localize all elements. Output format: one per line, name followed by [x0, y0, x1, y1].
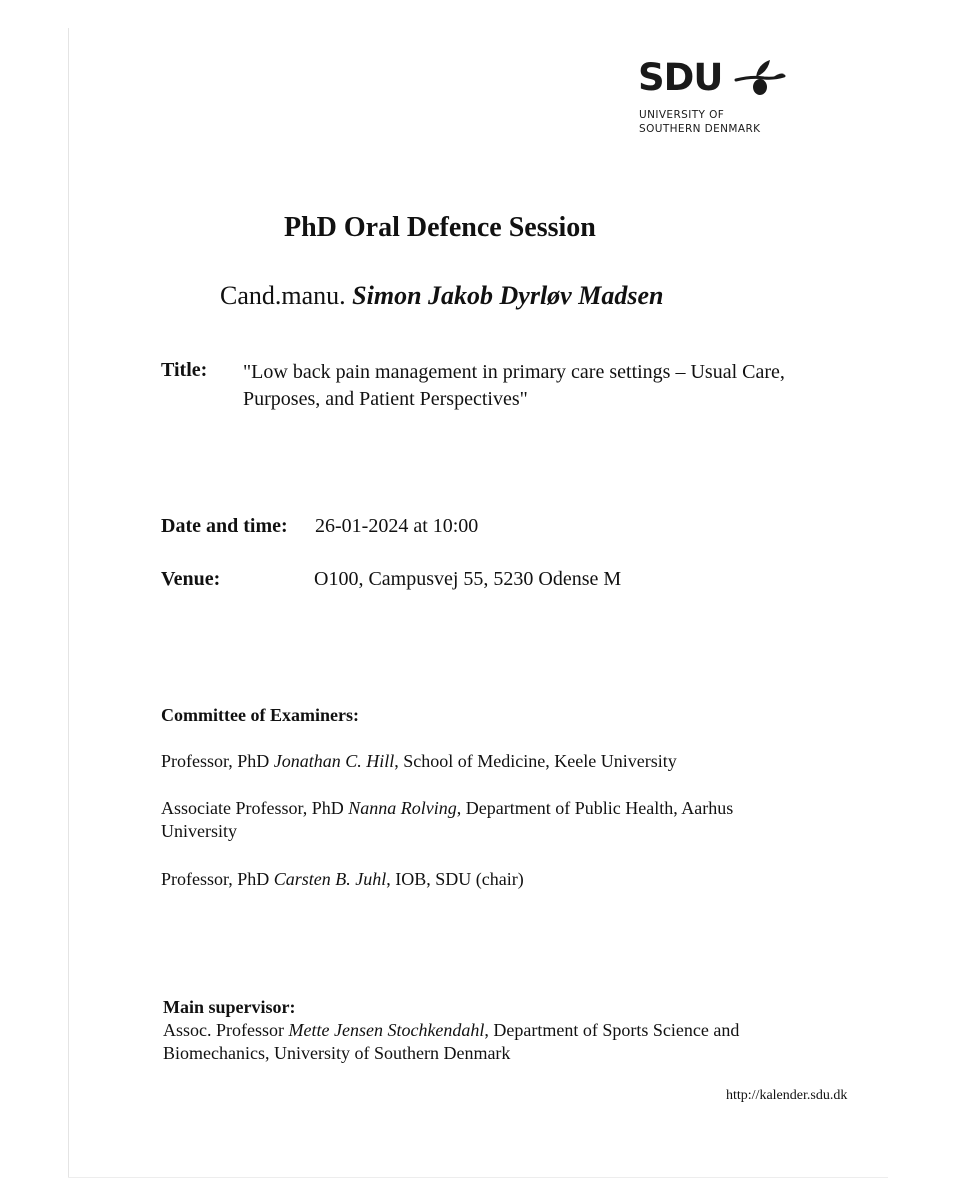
- member-name: Nanna Rolving: [348, 798, 457, 818]
- member-affiliation: , Department of Public Health, Aarhus University: [161, 798, 734, 841]
- date-time-label: Date and time:: [161, 515, 288, 537]
- member-affiliation: , School of Medicine, Keele University: [394, 751, 677, 771]
- committee-member: [161, 797, 801, 843]
- committee-heading: Committee of Examiners:: [161, 705, 359, 725]
- sdu-olive-branch-icon: [734, 58, 786, 98]
- title-label: Title:: [161, 359, 208, 381]
- candidate-prefix: Cand.manu.: [220, 281, 346, 310]
- member-role: Associate Professor, PhD: [161, 798, 344, 818]
- thesis-title: "Low back pain management in primary care settings – Usual Care, Purposes, and Patient Perspectives": [243, 361, 785, 410]
- venue-label: Venue:: [161, 568, 221, 590]
- candidate-line: [220, 281, 663, 311]
- committee-member: [161, 750, 801, 773]
- main-supervisor: [163, 996, 783, 1065]
- page-heading: PhD Oral Defence Session: [284, 212, 596, 243]
- logo-wordmark: SDU: [638, 56, 723, 99]
- supervisor-name: Mette Jensen Stochkendahl: [288, 1020, 485, 1040]
- member-name: Jonathan C. Hill: [273, 751, 395, 771]
- venue-value: O100, Campusvej 55, 5230 Odense M: [314, 568, 622, 590]
- committee-member: [161, 868, 801, 891]
- supervisor-affiliation: , Department of Sports Science and Biomechanics, University of Southern Denmark: [163, 1020, 740, 1063]
- logo-subtitle-line2: SOUTHERN DENMARK: [639, 123, 761, 135]
- member-role: Professor, PhD: [161, 751, 270, 771]
- supervisor-label: Main supervisor:: [163, 997, 296, 1017]
- page-bottom-edge: [68, 1177, 888, 1178]
- calendar-link[interactable]: http://kalender.sdu.dk: [726, 1088, 848, 1103]
- logo-subtitle-line1: UNIVERSITY OF: [639, 109, 725, 121]
- candidate-name: Simon Jakob Dyrløv Madsen: [352, 281, 664, 310]
- page-left-edge: [68, 28, 69, 1178]
- member-affiliation: , IOB, SDU (chair): [386, 869, 524, 889]
- member-role: Professor, PhD: [161, 869, 270, 889]
- member-name: Carsten B. Juhl: [273, 869, 387, 889]
- date-time-value: 26-01-2024 at 10:00: [315, 515, 479, 537]
- supervisor-role: Assoc. Professor: [163, 1020, 284, 1040]
- sdu-logo: [638, 56, 798, 136]
